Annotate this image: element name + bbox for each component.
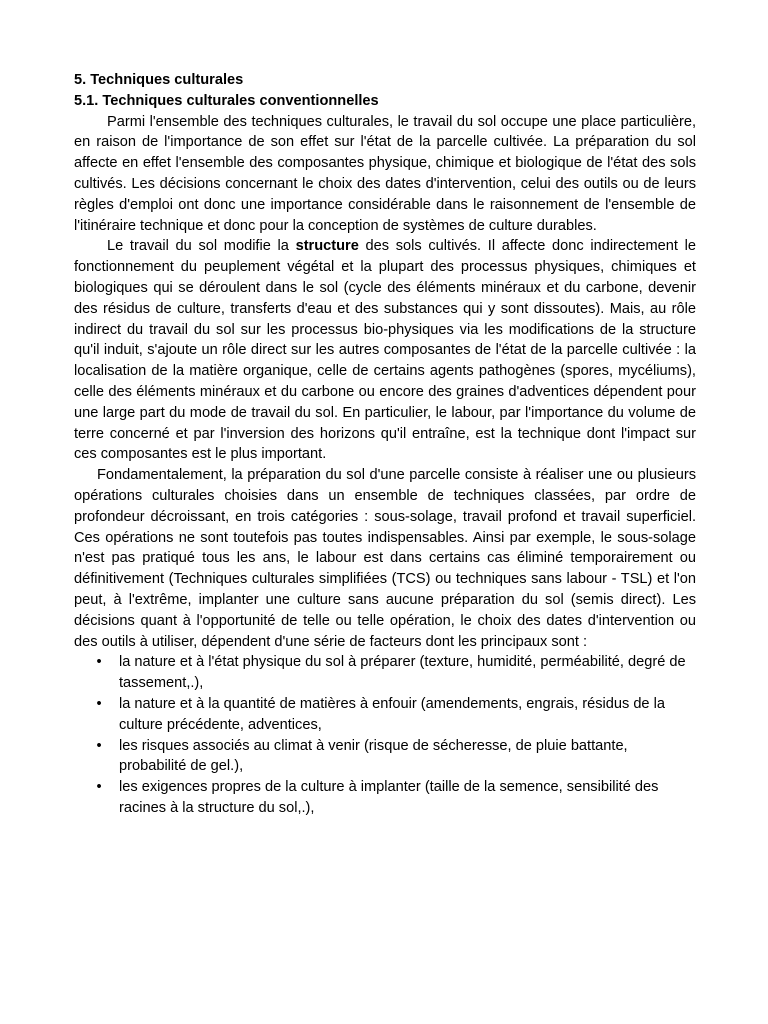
list-item-text: la nature et à l'état physique du sol à préparer (texture, humidité, perméabilité, degré de tassement,.),: [119, 654, 686, 692]
paragraph-2-start: Le travail du sol modifie la: [107, 238, 296, 255]
bullet-icon: •: [96, 779, 102, 796]
paragraph-3: Fondamentalement, la préparation du sol d'une parcelle consiste à réaliser une ou plusieurs opérations culturales choisies dans un ensemble de techniques classées, par ordre de profondeur décroissant, en trois catégories : sous-solage, travail profond et travail superficiel. Ces opérations ne sont toutefois pas toutes indispensables. Ainsi par exemple, le sous-solage n'est pas pratiqué tous les ans, le labour est dans certains cas éliminé temporairement ou définitivement (Techniques culturales simplifiées (TCS) ou techniques sans labour - TSL) et l'on peut, à l'extrême, implanter une culture sans aucune préparation du sol (semis direct). Les décisions quant à l'opportunité de telle ou telle opération, le choix des dates d'intervention ou des outils à utiliser, dépendent d'une série de facteurs dont les principaux sont :: [74, 467, 696, 650]
bullet-icon: •: [96, 737, 102, 754]
factor-list: [74, 652, 696, 818]
paragraph-2-rest: des sols cultivés. Il affecte donc indirectement le fonctionnement du peuplement végétal et la plupart des processus physiques, chimiques et biologiques qui se déroulent dans le sol (cycle des éléments minéraux et du carbone, devenir des résidus de culture, transferts d'eau et des substances qui y sont dissoutes). Mais, au rôle indirect du travail du sol sur les processus bio-physiques via les modifications de la structure qu'il induit, s'ajoute un rôle direct sur les autres composantes de l'état de la parcelle cultivée : la localisation de la matière organique, celle de certains agents pathogènes (spores, mycéliums), celle des éléments minéraux et du carbone ou encore des graines d'adventices dépendent pour une large part du mode de travail du sol. En particulier, le labour, par l'importance du volume de terre concerné et par l'inversion des horizons qu'il entraîne, est la technique dont l'impact sur ces composantes est le plus important.: [74, 238, 696, 463]
bullet-icon: •: [96, 654, 102, 671]
subsection-heading: 5.1. Techniques culturales conventionnelles: [74, 92, 379, 109]
list-item-text: les risques associés au climat à venir (risque de sécheresse, de pluie battante, probabilité de gel.),: [119, 737, 628, 775]
list-item: [74, 652, 696, 694]
paragraph-2: [74, 236, 696, 465]
section-heading: 5. Techniques culturales: [74, 72, 244, 88]
list-item: [74, 736, 696, 778]
list-item: [74, 694, 696, 736]
list-item-text: la nature et à la quantité de matières à enfouir (amendements, engrais, résidus de la culture précédente, adventices,: [119, 695, 665, 733]
list-item-text: les exigences propres de la culture à implanter (taille de la semence, sensibilité des racines à la structure du sol,.),: [119, 779, 659, 816]
document-page: [74, 70, 696, 819]
bullet-icon: •: [96, 695, 102, 712]
list-item: [74, 777, 696, 819]
paragraph-2-bold-term: structure: [295, 238, 359, 255]
paragraph-1: Parmi l'ensemble des techniques culturales, le travail du sol occupe une place particulière, en raison de l'importance de son effet sur l'état de la parcelle cultivée. La préparation du sol affecte en effet l'ensemble des composantes physique, chimique et biologique de l'état des sols cultivés. Les décisions concernant le choix des dates d'intervention, celui des outils ou de leurs règles d'emploi ont donc une importance considérable dans le raisonnement de l'ensemble de l'itinéraire technique et donc pour la conception de systèmes de culture durables.: [74, 113, 696, 234]
